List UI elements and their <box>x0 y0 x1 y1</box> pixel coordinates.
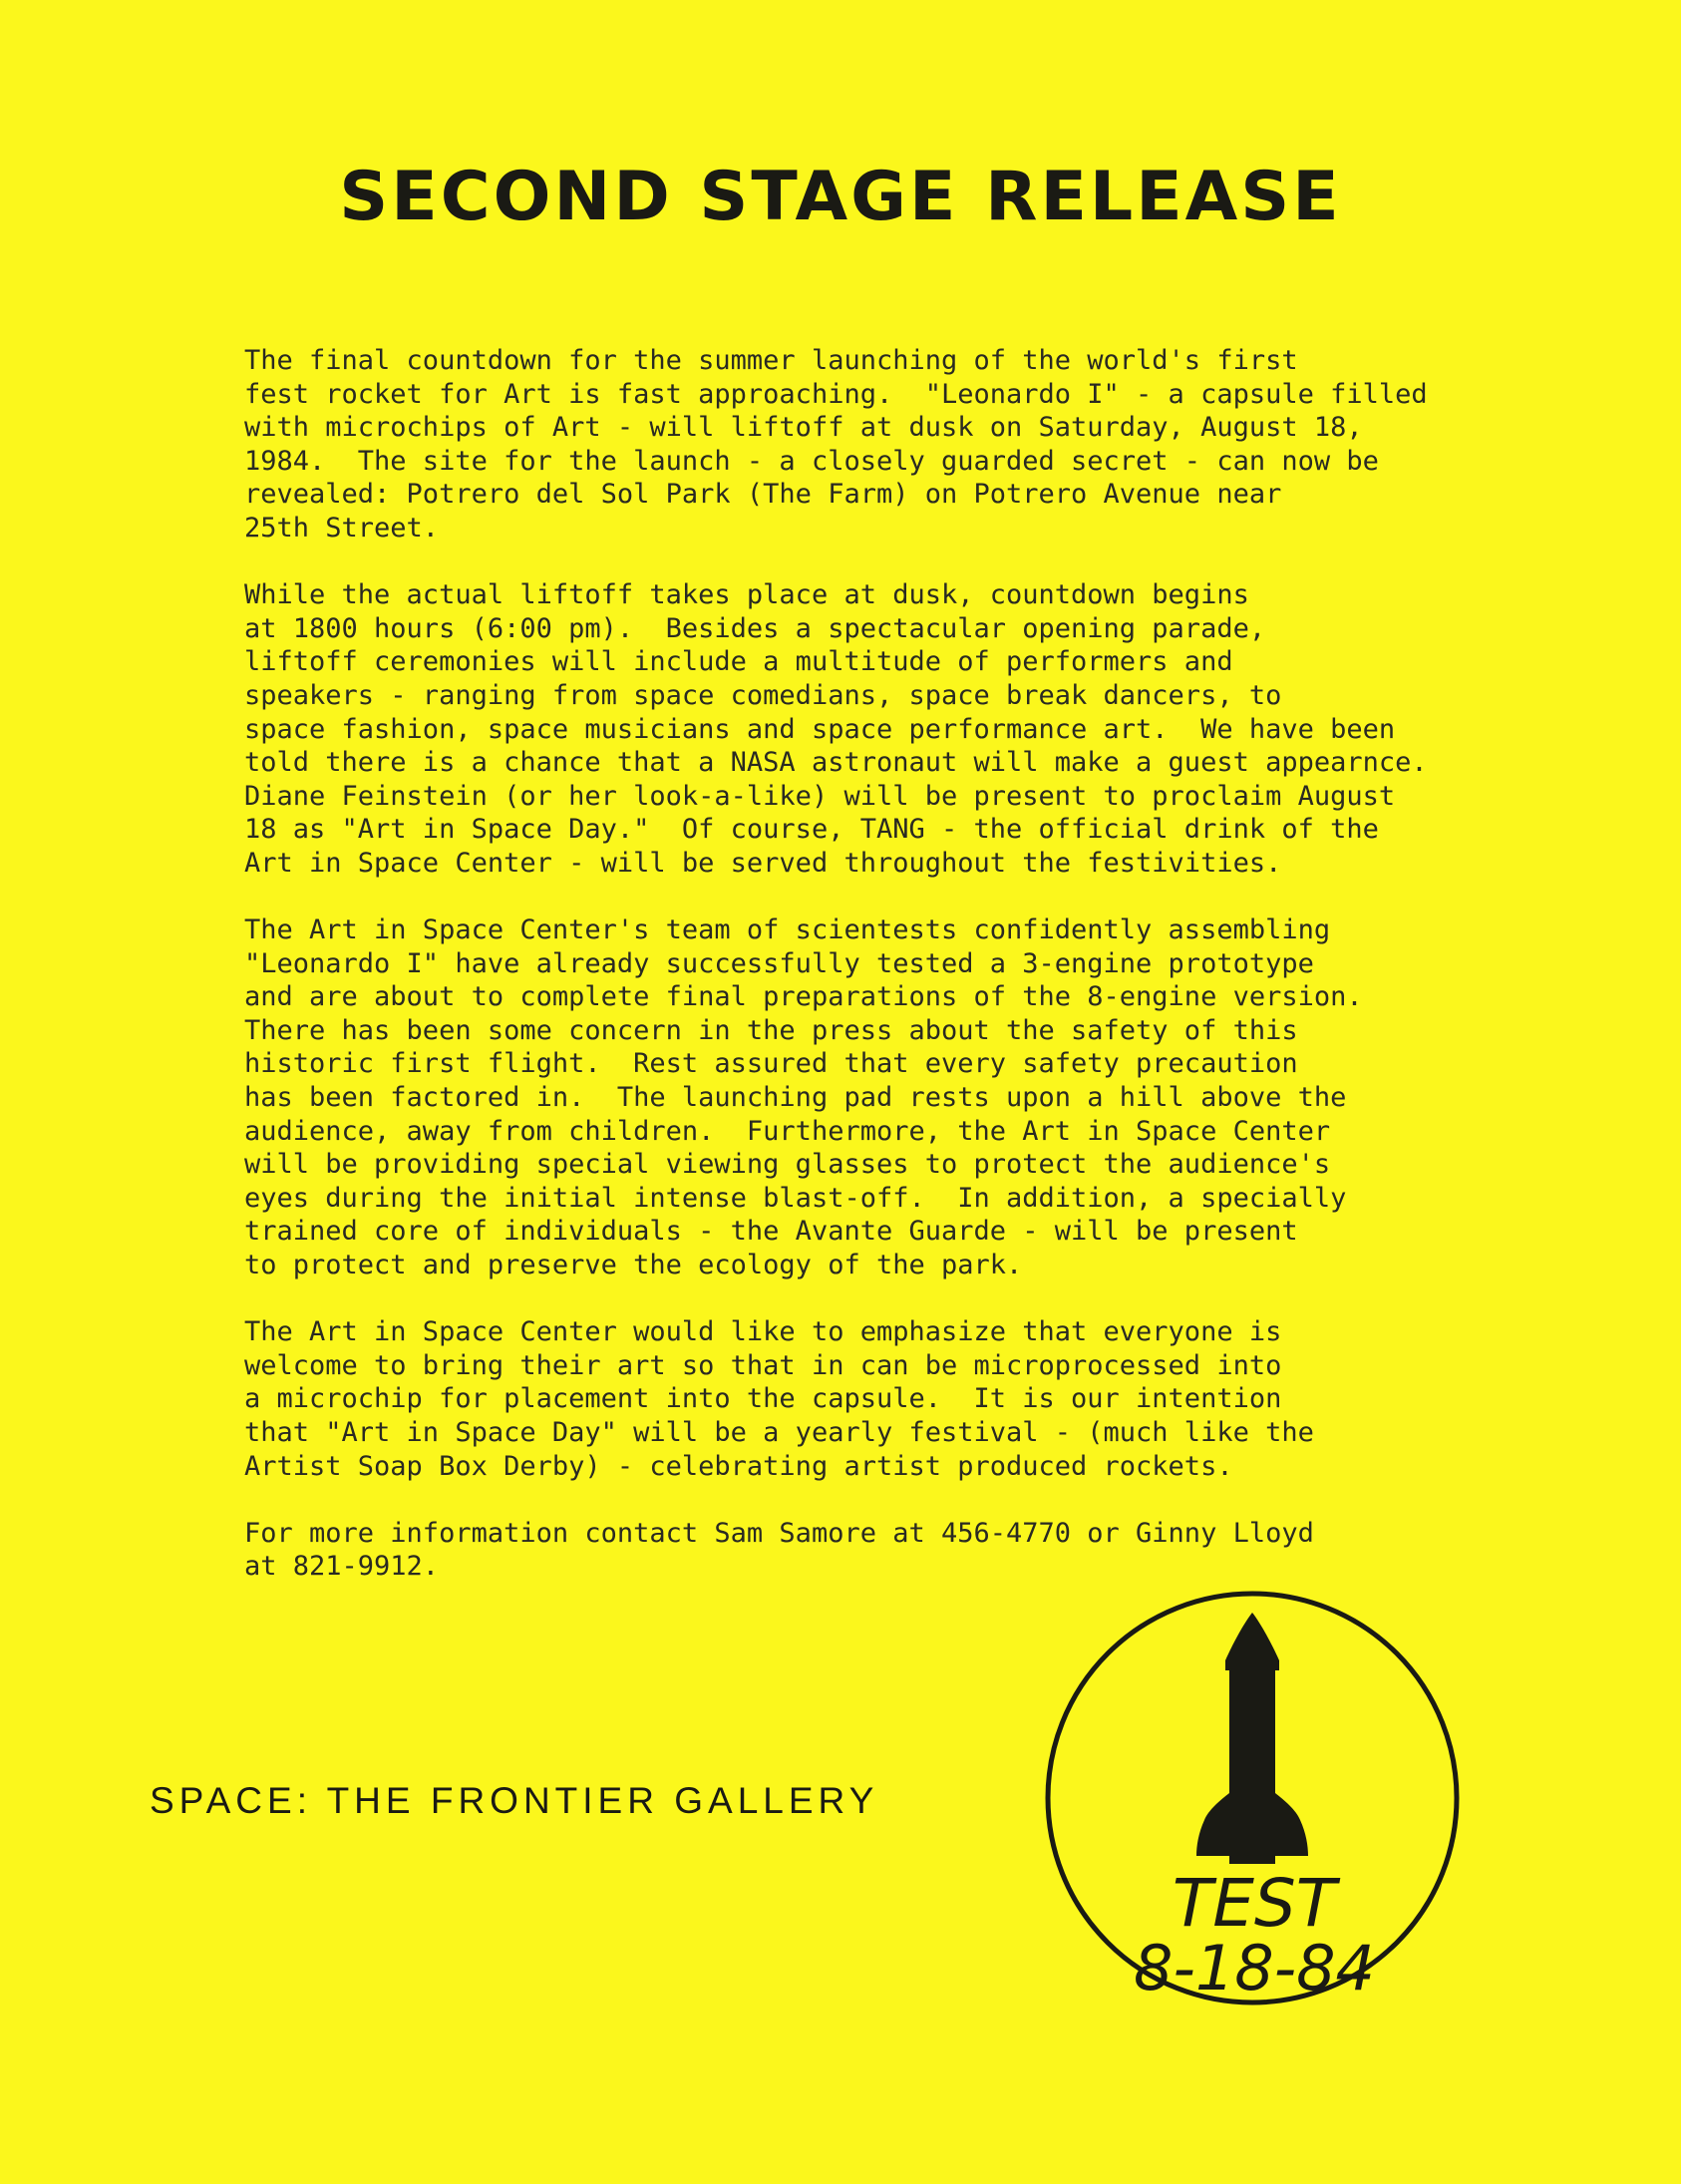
emblem-test-label: TEST <box>1172 1865 1337 1942</box>
emblem-date-label: 8-18-84 <box>1134 1932 1375 2004</box>
rocket-icon <box>1196 1613 1308 1864</box>
paragraph-launch-announcement: The final countdown for the summer launching of the world's first fest rocket for Art is fast approaching. "Leonardo I" - a capsule filled with microchips of Art - will liftoff at dusk on Saturday, August 18, 1984. The site for the launch - a closely guarded secret - can now be revealed: Potrero del Sol Park (The Farm) on Potrero Avenue near 25th Street. <box>244 345 1428 544</box>
paragraph-contact: For more information contact Sam Samore at 456-4770 or Ginny Lloyd at 821-9912. <box>244 1517 1314 1583</box>
paragraph-invitation: The Art in Space Center would like to emphasize that everyone is welcome to bring their art so that in can be microprocessed into a microchip for placement into the capsule. It is our intention that "Art in Space Day" will be a yearly festival - (much like the Artist Soap Box Derby) - celebrating artist produced rockets. <box>244 1316 1314 1482</box>
gallery-name: SPACE: THE FRONTIER GALLERY <box>150 1780 879 1821</box>
headline: SECOND STAGE RELEASE <box>339 158 1342 236</box>
test-launch-emblem <box>1043 1589 1462 2007</box>
paragraph-safety: The Art in Space Center's team of scientests confidently assembling "Leonardo I" have already successfully tested a 3-engine prototype and are about to complete final preparations of the 8-engine version. There has been some concern in the press about the safety of this historic first flight. Rest assured that every safety precaution has been factored in. The launching pad rests upon a hill above the audience, away from children. Furthermore, the Art in Space Center will be providing special viewing glasses to protect the audience's eyes during the initial intense blast-off. In addition, a specially trained core of individuals - the Avante Guarde - will be present to protect and preserve the ecology of the park. <box>244 914 1363 1281</box>
paragraph-ceremonies: While the actual liftoff takes place at dusk, countdown begins at 1800 hours (6:00 pm). Besides a spectacular opening parade, liftoff ceremonies will include a multitude of performers and speakers - ranging from space comedians, space break dancers, to space fashion, space musicians and space performance art. We have been told there is a chance that a NASA astronaut will make a guest appearnce. Diane Feinstein (or her look-a-like) will be present to proclaim August 18 as "Art in Space Day." Of course, TANG - the official drink of the Art in Space Center - will be served throughout the festivities. <box>244 579 1428 879</box>
press-release-body <box>244 344 1481 1618</box>
